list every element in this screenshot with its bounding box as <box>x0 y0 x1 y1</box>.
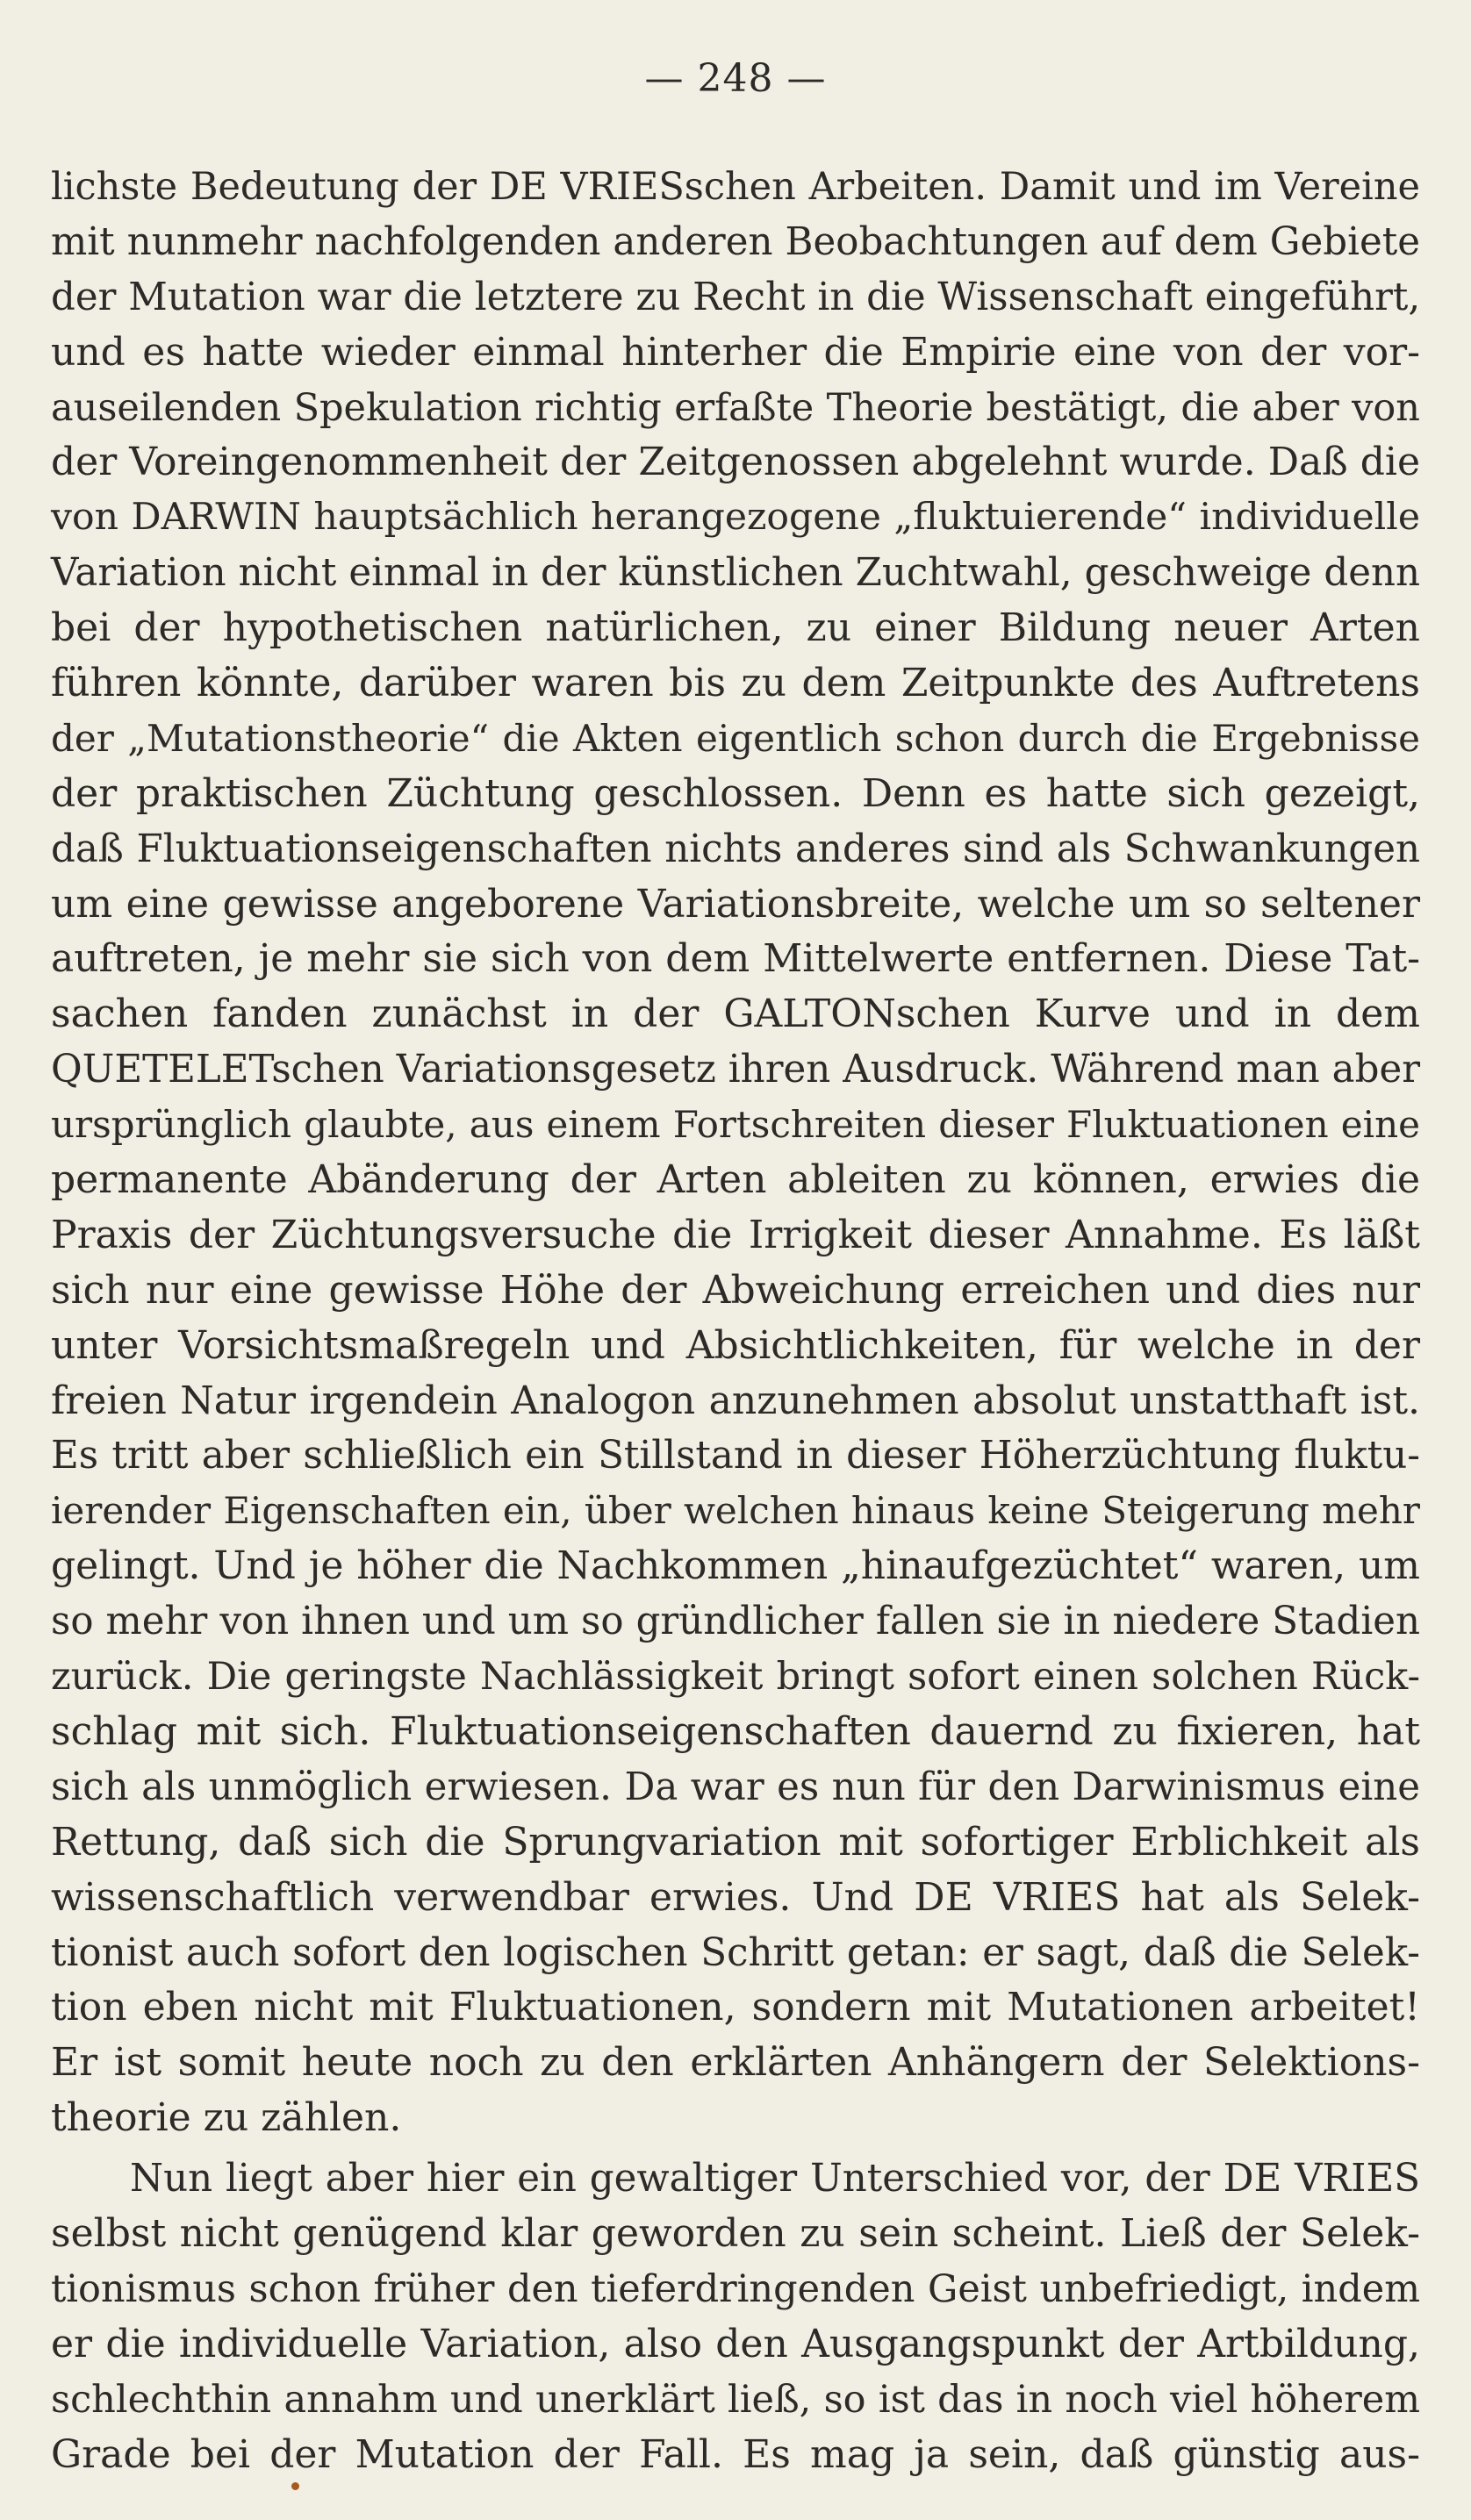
text-line: permanente Abänderung der Arten ableiten zu können, erwies die <box>51 1157 1420 1203</box>
text-line: tionist auch sofort den logischen Schritt getan: er sagt, daß die Selek- <box>51 1930 1420 1975</box>
page-number: — 248 — <box>644 56 827 101</box>
text-line: unter Vorsichtsmaßregeln und Absichtlichkeiten, für welche in der <box>51 1322 1420 1368</box>
text-line: Praxis der Züchtungsversuche die Irrigkeit dieser Annahme. Es läßt <box>51 1212 1420 1257</box>
text-line: bei der hypothetischen natürlichen, zu einer Bildung neuer Arten <box>51 605 1420 651</box>
ink-spot <box>291 2482 299 2490</box>
text-line: daß Fluktuationseigenschaften nichts anderes sind als Schwankungen <box>51 827 1420 871</box>
text-line: der Voreingenommenheit der Zeitgenossen abgelehnt wurde. Daß die <box>51 440 1420 485</box>
text-line: Variation nicht einmal in der künstlichen Zuchtwahl, geschweige denn <box>51 551 1420 596</box>
text-line: sachen fanden zunächst in der GALTONschen Kurve und in dem <box>51 992 1420 1037</box>
text-line: Grade bei der Mutation der Fall. Es mag ja sein, daß günstig aus- <box>51 2431 1420 2477</box>
text-line: wissenschaftlich verwendbar erwies. Und DE VRIES hat als Selek- <box>51 1874 1420 1920</box>
text-line: auftreten, je mehr sie sich von dem Mittelwerte entfernen. Diese Tat- <box>51 936 1420 982</box>
text-line: freien Natur irgendein Analogon anzunehmen absolut unstatthaft ist. <box>51 1378 1420 1423</box>
text-line: Nun liegt aber hier ein gewaltiger Unterschied vor, der DE VRIES <box>130 2157 1420 2201</box>
text-line: Rettung, daß sich die Sprungvariation mit sofortiger Erblichkeit als <box>51 1819 1420 1865</box>
text-line: sich nur eine gewisse Höhe der Abweichung erreichen und dies nur <box>51 1267 1420 1313</box>
text-line: auseilenden Spekulation richtig erfaßte Theorie bestätigt, die aber von <box>51 385 1420 430</box>
text-line: schlag mit sich. Fluktuationseigenschaften dauernd zu fixieren, hat <box>51 1708 1420 1754</box>
text-line: ursprünglich glaubte, aus einem Fortschreiten dieser Fluktuationen eine <box>51 1103 1420 1147</box>
text-line: selbst nicht genügend klar geworden zu sein scheint. Ließ der Selek- <box>51 2210 1420 2256</box>
text-line: der praktischen Züchtung geschlossen. Denn es hatte sich gezeigt, <box>51 770 1420 816</box>
text-line: zurück. Die geringste Nachlässigkeit bringt sofort einen solchen Rück- <box>51 1655 1420 1700</box>
text-line: tion eben nicht mit Fluktuationen, sondern mit Mutationen arbeitet! <box>51 1985 1420 2030</box>
text-line: gelingt. Und je höher die Nachkommen „hinaufgezüchtet“ waren, um <box>51 1543 1420 1589</box>
text-line: der „Mutationstheorie“ die Akten eigentlich schon durch die Ergebnisse <box>51 716 1420 760</box>
text-line: mit nunmehr nachfolgenden anderen Beobachtungen auf dem Gebiete <box>51 219 1420 264</box>
text-line: um eine gewisse angeborene Variationsbreite, welche um so seltener <box>51 881 1420 927</box>
text-line: so mehr von ihnen und um so gründlicher fallen sie in niedere Stadien <box>51 1600 1420 1644</box>
text-line: von DARWIN hauptsächlich herangezogene „fluktuierende“ individuelle <box>51 496 1420 540</box>
text-line: tionismus schon früher den tieferdringenden Geist unbefriedigt, indem <box>51 2266 1420 2311</box>
text-line: schlechthin annahm und unerklärt ließ, so ist das in noch viel höherem <box>51 2377 1420 2422</box>
text-line: theorie zu zählen. <box>51 2095 402 2141</box>
text-line: er die individuelle Variation, also den Ausgangspunkt der Artbildung, <box>51 2321 1420 2366</box>
text-line: ierender Eigenschaften ein, über welchen hinaus keine Steigerung mehr <box>51 1489 1420 1533</box>
text-line: lichste Bedeutung der DE VRIESschen Arbeiten. Damit und im Vereine <box>51 165 1420 209</box>
text-line: QUETELETschen Variationsgesetz ihren Ausdruck. Während man aber <box>51 1048 1420 1092</box>
text-line: sich als unmöglich erwiesen. Da war es nun für den Darwinismus eine <box>51 1765 1420 1809</box>
text-line: Es tritt aber schließlich ein Stillstand in dieser Höherzüchtung fluktu- <box>51 1434 1420 1478</box>
body-text <box>51 160 1420 2482</box>
text-line: führen könnte, darüber waren bis zu dem Zeitpunkte des Auftretens <box>51 661 1420 706</box>
text-line: und es hatte wieder einmal hinterher die Empirie eine von der vor- <box>51 329 1420 375</box>
text-line: der Mutation war die letztere zu Recht in die Wissenschaft eingeführt, <box>51 275 1421 319</box>
text-line: Er ist somit heute noch zu den erklärten Anhängern der Selektions- <box>51 2040 1420 2086</box>
